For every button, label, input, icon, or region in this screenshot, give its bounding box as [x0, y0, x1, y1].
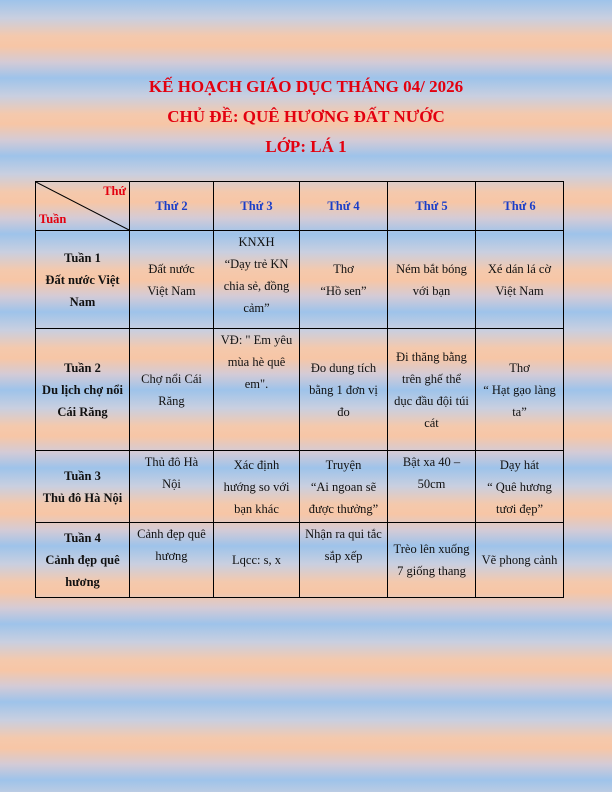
activity-line: “ Hạt gạo làng [483, 382, 556, 397]
activity-cell [476, 523, 564, 598]
activity-cell [214, 523, 300, 598]
activity-line: Đo dung tích [310, 360, 377, 375]
week-topic-line: Đất nước Việt [45, 272, 120, 287]
activity-line: Dạy hát [499, 457, 540, 472]
activity-line: Truyện [325, 457, 362, 472]
activity-line: được thưởng” [308, 501, 379, 516]
activity-line: Thơ [509, 360, 530, 375]
week-topic-line: Cảnh đẹp quê [45, 553, 120, 567]
activity-line: ta” [512, 404, 527, 419]
activity-line: Lqcc: s, x [232, 553, 281, 567]
week-cell [36, 329, 130, 451]
activity-line: trên ghế thể [401, 371, 461, 386]
activity-cell [214, 329, 300, 451]
activity-line: Xé dán lá cờ [487, 261, 552, 276]
activity-line: Bật xa 40 – [402, 455, 461, 469]
week-topic-line: Du lịch chợ nổi [42, 382, 123, 397]
title-block [0, 72, 612, 162]
activity-line: Vẽ phong cảnh [481, 553, 558, 567]
corner-cell [36, 182, 130, 231]
week-number: Tuần 4 [64, 531, 101, 545]
week-topic-line: Thủ đô Hà Nội [42, 490, 123, 505]
table-row [36, 329, 564, 451]
activity-line: “Dạy trẻ KN [224, 257, 289, 271]
activity-cell [130, 231, 214, 329]
activity-line: bằng 1 đơn vị [309, 382, 378, 397]
activity-line: hướng so với [223, 479, 290, 494]
activity-line: “Hồ sen” [320, 283, 367, 298]
day-header: Thứ 3 [214, 182, 300, 231]
activity-line: Ném bắt bóng [396, 261, 467, 276]
table-header-row [36, 182, 564, 231]
week-number: Tuần 3 [64, 468, 101, 483]
activity-cell [388, 451, 476, 523]
activity-line: 7 giống thang [397, 564, 466, 578]
activity-cell [388, 231, 476, 329]
activity-cell [300, 231, 388, 329]
week-topic-line: Cái Răng [57, 404, 108, 419]
activity-cell [300, 451, 388, 523]
activity-line: “ Quê hương [487, 479, 552, 494]
activity-line: chia sẻ, đồng [223, 279, 290, 293]
table-row [36, 523, 564, 598]
corner-day-label: Thứ [103, 184, 126, 198]
education-plan-table [35, 181, 564, 598]
activity-line: Đi thăng bằng [396, 349, 467, 364]
activity-cell [130, 329, 214, 451]
activity-line: VĐ: " Em yêu [220, 333, 293, 347]
week-number: Tuần 2 [64, 360, 101, 375]
class-title: LỚP: LÁ 1 [265, 137, 347, 156]
activity-cell [130, 451, 214, 523]
activity-line: “Ai ngoan sẽ [310, 479, 377, 494]
day-header: Thứ 6 [476, 182, 564, 231]
activity-line: Việt Nam [495, 283, 544, 298]
activity-cell [476, 451, 564, 523]
page-title: KẾ HOẠCH GIÁO DỤC THÁNG 04/ 2026 [148, 77, 464, 96]
week-cell [36, 231, 130, 329]
day-header: Thứ 2 [130, 182, 214, 231]
activity-line: KNXH [238, 235, 275, 249]
activity-line: 50cm [417, 477, 446, 491]
activity-line: sắp xếp [324, 549, 363, 563]
activity-cell [214, 451, 300, 523]
day-header: Thứ 5 [388, 182, 476, 231]
week-cell [36, 523, 130, 598]
activity-cell [300, 329, 388, 451]
activity-line: tươi đẹp” [495, 501, 544, 516]
activity-line: Răng [158, 393, 185, 408]
table-row [36, 451, 564, 523]
activity-line: hương [155, 549, 188, 563]
activity-cell [476, 329, 564, 451]
activity-line: cảm” [243, 301, 270, 315]
week-cell [36, 451, 130, 523]
activity-line: Thơ [333, 261, 354, 276]
corner-week-label: Tuần [39, 212, 67, 226]
week-topic-line: hương [65, 575, 100, 589]
week-number: Tuần 1 [64, 250, 101, 265]
activity-cell [214, 231, 300, 329]
activity-line: Việt Nam [147, 283, 196, 298]
activity-cell [300, 523, 388, 598]
activity-line: cát [424, 415, 439, 430]
activity-cell [388, 523, 476, 598]
activity-cell [388, 329, 476, 451]
activity-cell [476, 231, 564, 329]
table-row [36, 231, 564, 329]
activity-line: Nội [162, 477, 181, 491]
activity-line: dục đầu đội túi [394, 393, 469, 408]
activity-line: Chợ nổi Cái [141, 371, 202, 386]
activity-line: mùa hè quê [227, 355, 286, 369]
activity-line: Xác định [233, 457, 280, 472]
activity-line: Cảnh đẹp quê [137, 527, 206, 541]
activity-line: em". [244, 377, 269, 391]
day-header: Thứ 4 [300, 182, 388, 231]
activity-line: Đất nước [148, 261, 195, 276]
activity-line: đo [337, 404, 350, 419]
activity-line: với bạn [412, 283, 451, 298]
activity-line: Thủ đô Hà [144, 455, 199, 469]
week-topic-line: Nam [69, 294, 96, 309]
activity-cell [130, 523, 214, 598]
theme-title: CHỦ ĐỀ: QUÊ HƯƠNG ĐẤT NƯỚC [167, 107, 445, 126]
activity-line: bạn khác [234, 501, 279, 516]
activity-line: Nhận ra qui tắc [305, 527, 382, 541]
activity-line: Trèo lên xuống [393, 542, 470, 556]
